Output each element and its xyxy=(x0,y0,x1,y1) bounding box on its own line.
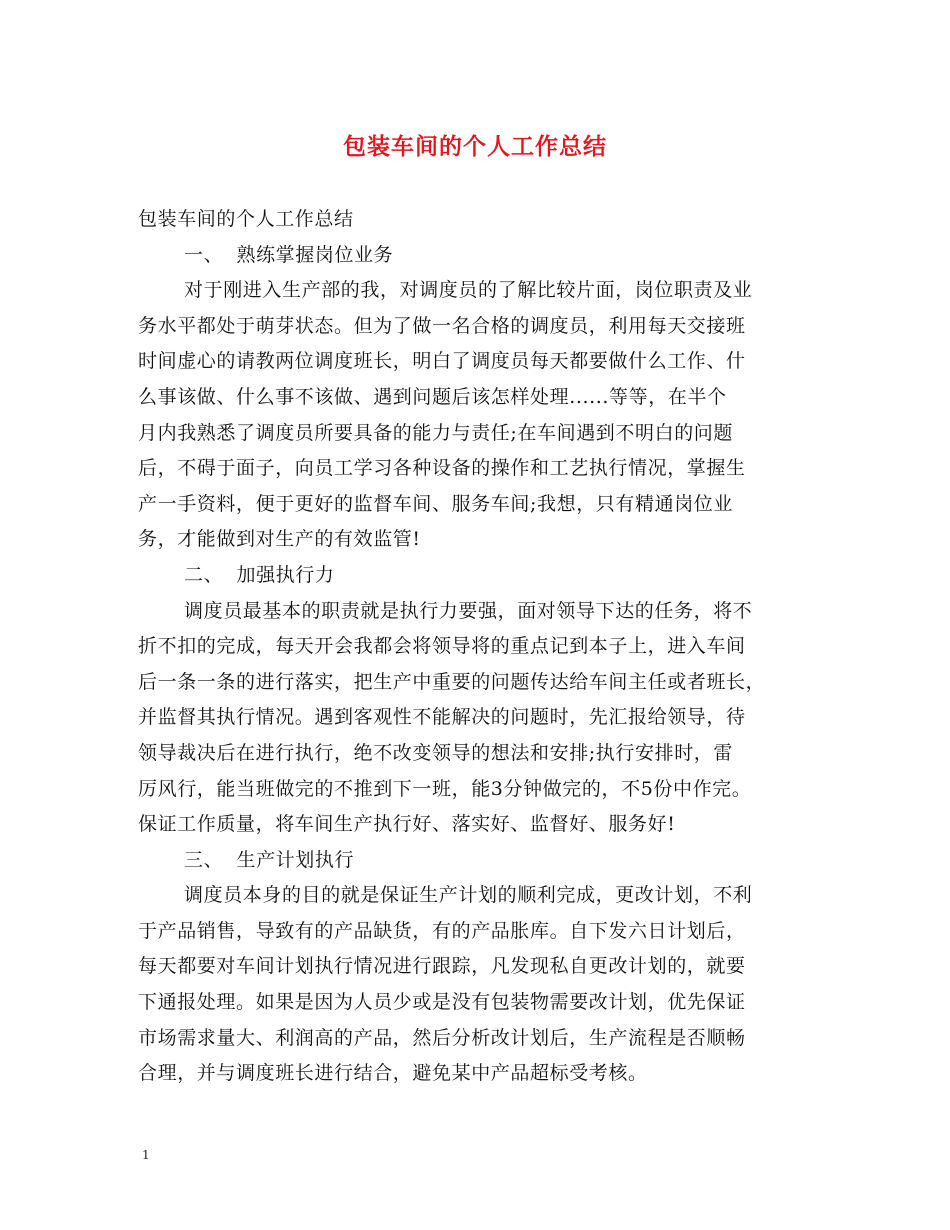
paragraph-line: 对于刚进入生产部的我，对调度员的了解比较片面，岗位职责及业 xyxy=(184,279,753,302)
paragraph-line: 领导裁决后在进行执行，绝不改变领导的想法和安排;执行安排时，雷 xyxy=(138,741,734,764)
paragraph-line: 后一条一条的进行落实，把生产中重要的问题传达给车间主任或者班长， xyxy=(138,670,766,693)
document-title: 包装车间的个人工作总结 xyxy=(343,133,607,160)
paragraph-line: 产一手资料，便于更好的监督车间、服务车间;我想，只有精通岗位业 xyxy=(138,492,734,515)
paragraph-line: 于产品销售，导致有的产品缺货，有的产品胀库。自下发六日计划后， xyxy=(138,919,746,942)
paragraph-line: 务，才能做到对生产的有效监管! xyxy=(138,528,421,551)
paragraph-line: 调度员本身的目的就是保证生产计划的顺利完成，更改计划，不利 xyxy=(184,884,753,907)
paragraph-line: 调度员最基本的职责就是执行力要强，面对领导下达的任务，将不 xyxy=(184,599,753,622)
paragraph-line: 后，不碍于面子，向员工学习各种设备的操作和工艺执行情况，掌握生 xyxy=(138,457,746,480)
paragraph-line: 每天都要对车间计划执行情况进行跟踪，凡发现私自更改计划的，就要 xyxy=(138,955,746,978)
paragraph-line: 么事该做、什么事不该做、遇到问题后该怎样处理......等等，在半个 xyxy=(138,385,727,408)
paragraph-line: 保证工作质量，将车间生产执行好、落实好、监督好、服务好! xyxy=(138,813,676,836)
section-heading-3: 三、 生产计划执行 xyxy=(184,848,355,871)
paragraph-line: 务水平都处于萌芽状态。但为了做一名合格的调度员，利用每天交接班 xyxy=(138,314,746,337)
paragraph-line: 下通报处理。如果是因为人员少或是没有包装物需要改计划，优先保证 xyxy=(138,991,746,1014)
paragraph-line: 时间虚心的请教两位调度班长，明白了调度员每天都要做什么工作、什 xyxy=(138,350,746,373)
paragraph-line: 合理，并与调度班长进行结合，避免某中产品超标受考核。 xyxy=(138,1062,648,1085)
section-heading-2: 二、 加强执行力 xyxy=(184,563,335,586)
paragraph-line: 折不扣的完成，每天开会我都会将领导将的重点记到本子上，进入车间 xyxy=(138,635,746,658)
document-body xyxy=(138,202,828,1092)
paragraph-line: 月内我熟悉了调度员所要具备的能力与责任;在车间遇到不明白的问题 xyxy=(138,421,734,444)
paragraph-line: 并监督其执行情况。遇到客观性不能解决的问题时，先汇报给领导，待 xyxy=(138,706,746,729)
section-heading-1: 一、 熟练掌握岗位业务 xyxy=(184,243,394,266)
paragraph-line: 市场需求量大、利润高的产品，然后分析改计划后，生产流程是否顺畅 xyxy=(138,1026,746,1049)
body-line-heading: 包装车间的个人工作总结 xyxy=(138,208,354,230)
page-number: 1 xyxy=(142,1148,150,1162)
paragraph-line: 厉风行，能当班做完的不推到下一班，能3分钟做完的，不5份中作完。 xyxy=(138,777,752,800)
